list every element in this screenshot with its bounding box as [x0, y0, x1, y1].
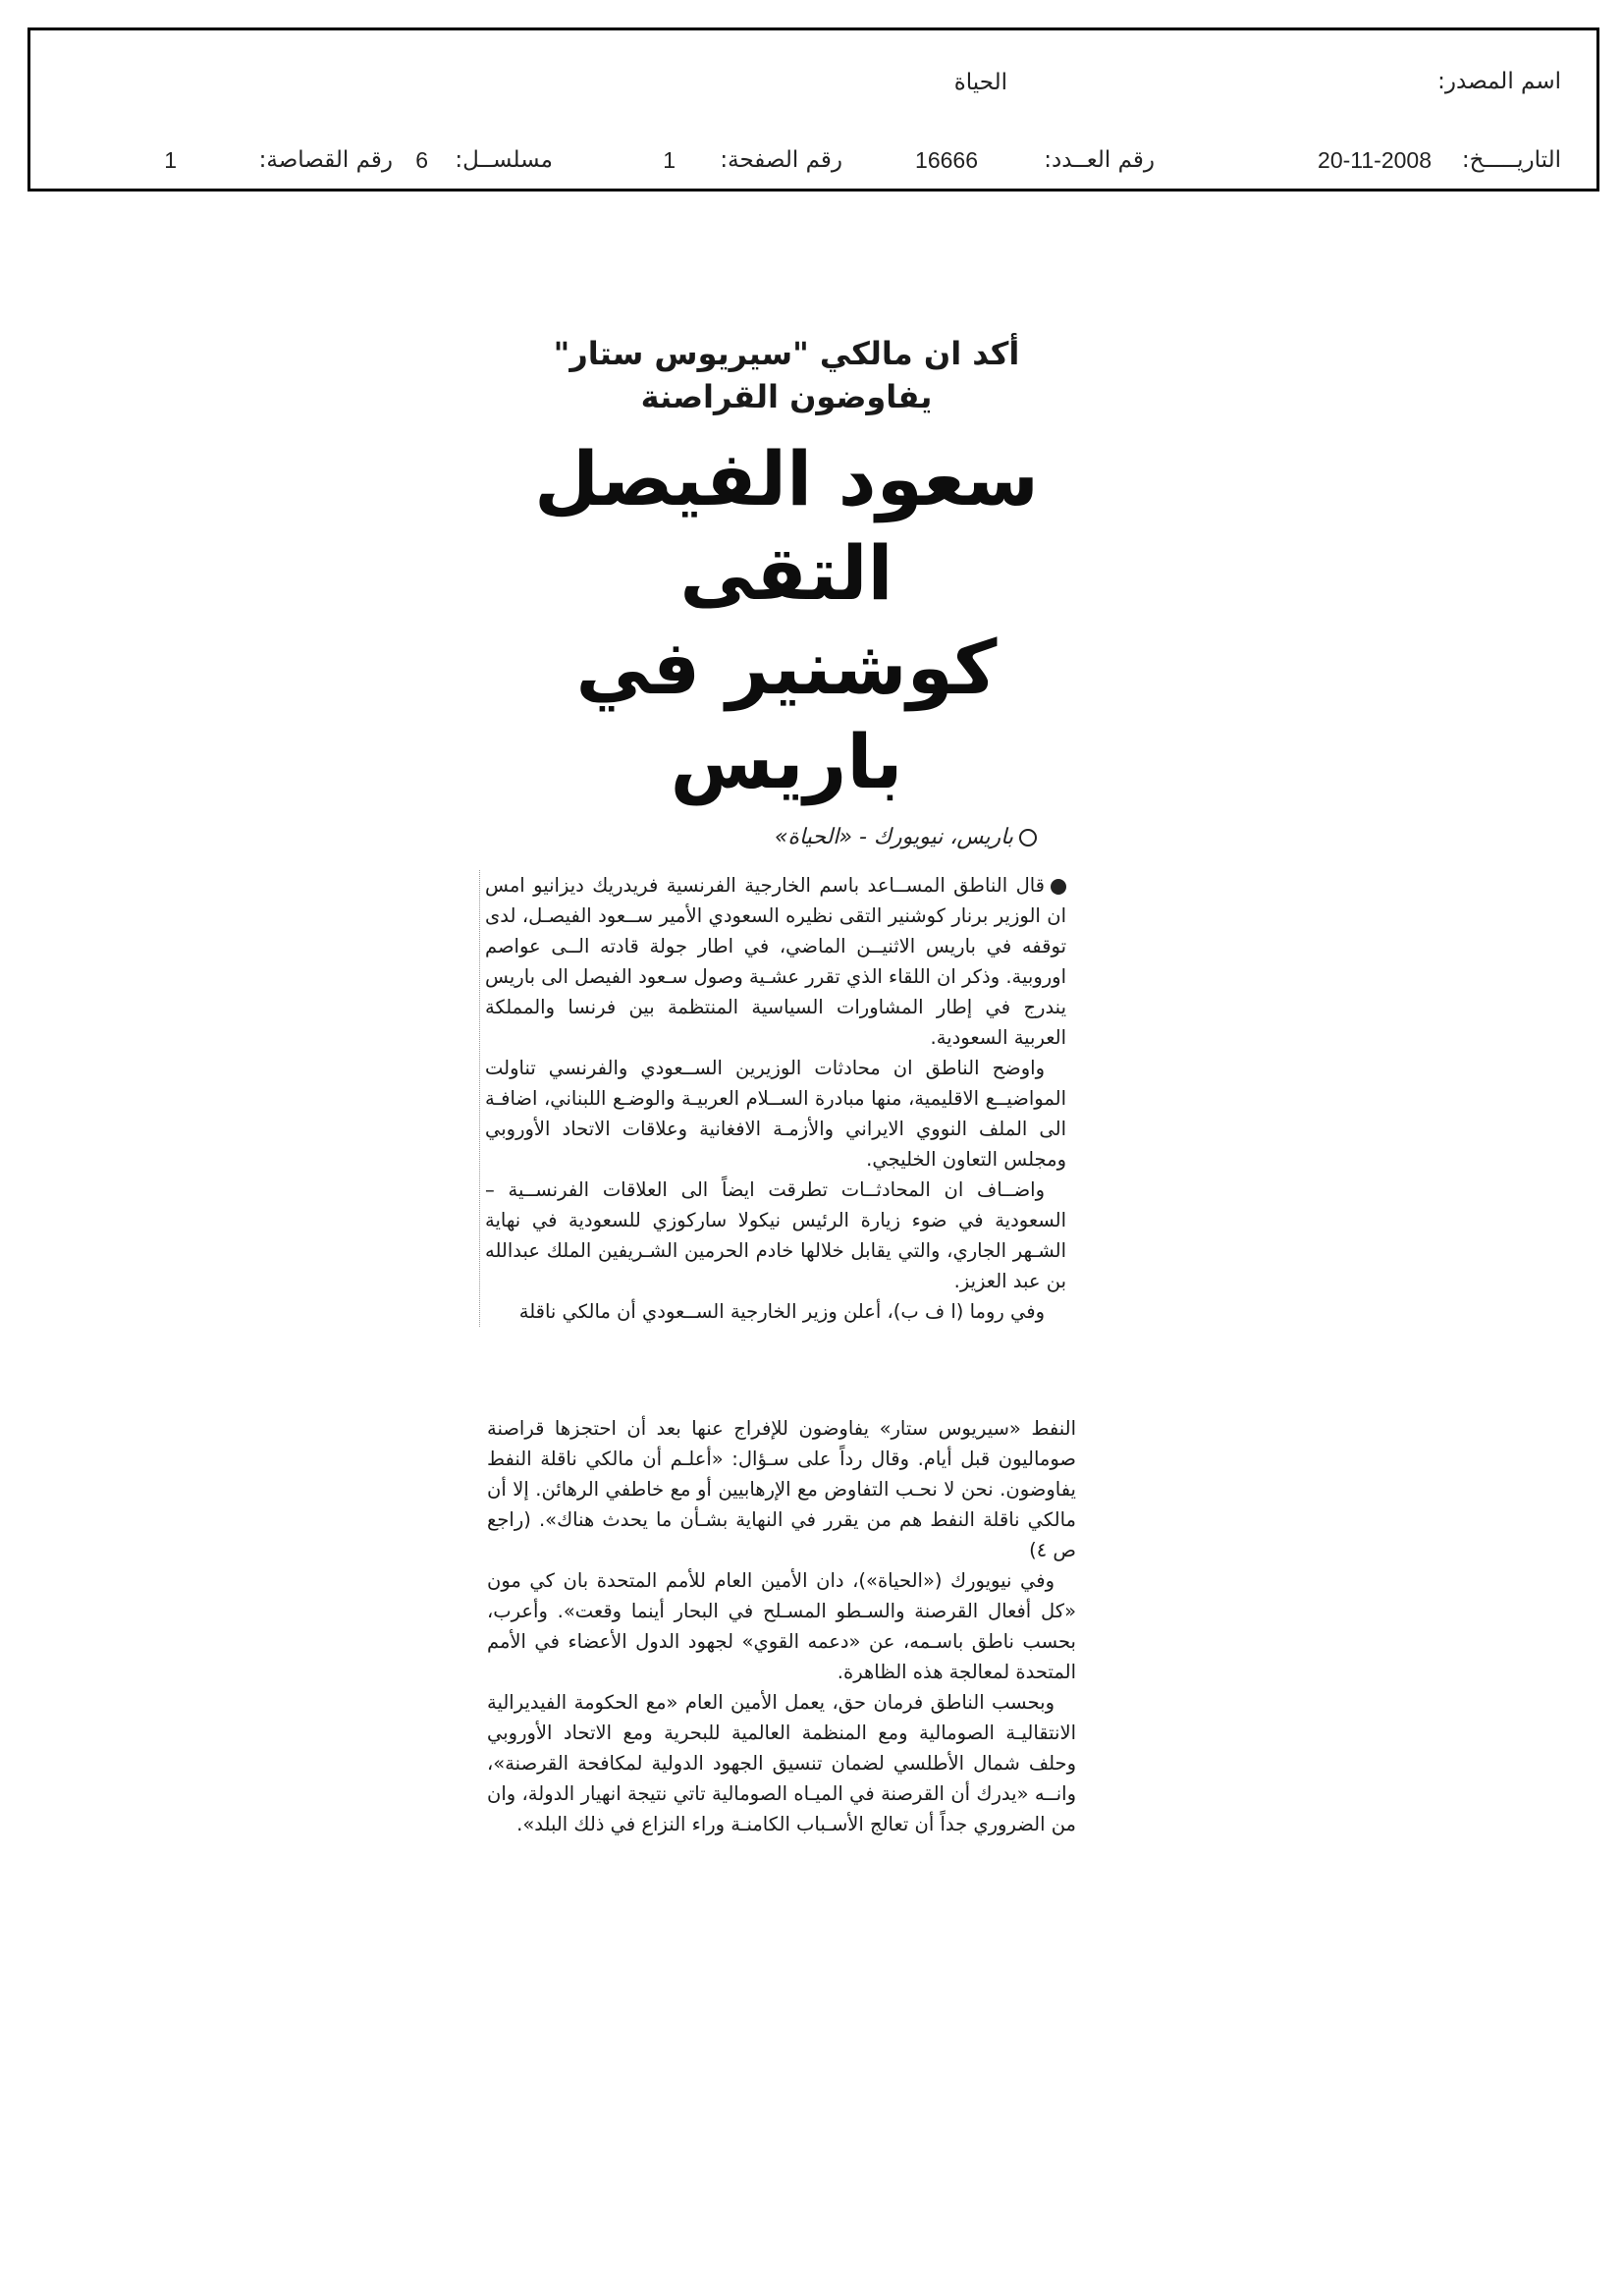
- lead-bullet-icon: [1051, 879, 1066, 895]
- article-paragraph: واوضح الناطق ان محادثات الوزيرين الســعودي والفرنسي تناولت المواضيــع الاقليمية، منها مبادرة الســلام العربيـة والوضـع اللبناني، اضافـة الى الملف النووي الايراني والأزمـة الافغانية وعلاقات الاتحاد الأوروبي ومجلس التعاون الخليجي.: [485, 1057, 1066, 1171]
- date-label: التاريـــــخ:: [1461, 147, 1561, 173]
- article-column-a: [485, 870, 1066, 1327]
- metadata-row-details: [30, 140, 1596, 180]
- issue-value: 16666: [915, 147, 978, 173]
- source-metadata-box: [27, 27, 1599, 191]
- dateline-circle-icon: [1019, 829, 1037, 847]
- serial-label: مسلســل:: [455, 147, 553, 173]
- article-headline: [477, 432, 1096, 809]
- news-article-clipping: [477, 314, 1096, 1839]
- metadata-row-source: [30, 62, 1596, 101]
- headline-line-1: سعود الفيصل التقى: [534, 435, 1039, 617]
- page-label: رقم الصفحة:: [720, 147, 842, 173]
- headline-line-2: كوشنير في باريس: [575, 624, 998, 805]
- article-paragraph: [485, 870, 1066, 1053]
- serial-value: 6: [415, 147, 428, 173]
- article-paragraph: النفط «سيريوس ستار» يفاوضون للإفراج عنها بعد أن احتجزها قراصنة صوماليون قبل أيام. وقال رداً على سـؤال: «أعلـم أن مالكي ناقلة النفط يفاوضون. نحن لا نحـب التفاوض مع الإرهابيين أو مع خاطفي الرهائن. إلا أن مالكي ناقلة النفط هم من يقرر في النهاية بشـأن ما يحدث هناك». (راجع ص ٤): [487, 1417, 1076, 1561]
- article-paragraph: وفي نيويورك («الحياة»)، دان الأمين العام للأمم المتحدة بان كي مون «كل أفعال القرصنة والسـطو المسـلح في البحار أينما وقعت». وأعرب، بحسب ناطق باسـمه، عن «دعمه القوي» لجهود الدول الأعضاء في الأمم المتحدة لمعالجة هذه الظاهرة.: [487, 1569, 1076, 1683]
- clip-value: 1: [164, 147, 177, 173]
- paragraph-text: قال الناطق المســاعد باسم الخارجية الفرنسية فريدريك ديزانيو امس ان الوزير برنار كوشنير التقى نظيره السعودي الأمير ســعود الفيصـل، لدى توقفه في باريس الاثنيــن الماضي، في اطار جولة قادته الــى عواصم اوروبية. وذكر ان اللقاء الذي تقرر عشـية وصول سـعود الفيصل الى باريس يندرج في إطار المشاورات السياسية المنتظمة بين فرنسا والمملكة العربية السعودية.: [485, 874, 1066, 1049]
- article-paragraph: وفي روما (ا ف ب)، أعلن وزير الخارجية الســعودي أن مالكي ناقلة: [518, 1300, 1045, 1323]
- page-value: 1: [663, 147, 676, 173]
- clip-label: رقم القصاصة:: [258, 147, 393, 173]
- article-kicker: أكد ان مالكي "سيريوس ستار" يفاوضون القراصنة: [553, 335, 1020, 415]
- article-paragraph: وبحسب الناطق فرمان حق، يعمل الأمين العام «مع الحكومة الفيديرالية الانتقاليـة الصومالية ومع المنظمة العالمية للبحرية ومع الاتحاد الأوروبي وحلف شمال الأطلسي لضمان تنسيق الجهود الدولية لمكافحة القرصنة»، وانــه «يدرك أن القرصنة في الميـاه الصومالية تاتي نتيجة انهيار الدولة، وان من الضروري جداً أن تعالج الأسـباب الكامنـة وراء النزاع في ذلك البلد».: [487, 1691, 1076, 1835]
- article-column-b: [487, 1413, 1076, 1839]
- issue-label: رقم العــدد:: [1044, 147, 1155, 173]
- source-label: اسم المصدر:: [1437, 69, 1561, 94]
- article-paragraph: واضــاف ان المحادثــات تطرقت ايضاً الى العلاقات الفرنســية – السعودية في ضوء زيارة الرئيس نيكولا ساركوزي للسعودية في نهاية الشـهر الجاري، والتي يقابل خلالها خادم الحرمين الشـريفين الملك عبدالله بن عبد العزيز.: [485, 1178, 1066, 1292]
- column-divider: [479, 870, 480, 1327]
- dateline-text: باريس، نيويورك - «الحياة»: [774, 825, 1013, 849]
- date-value: 20-11-2008: [1318, 147, 1432, 173]
- article-dateline: [477, 823, 1037, 852]
- source-value: الحياة: [953, 69, 1007, 94]
